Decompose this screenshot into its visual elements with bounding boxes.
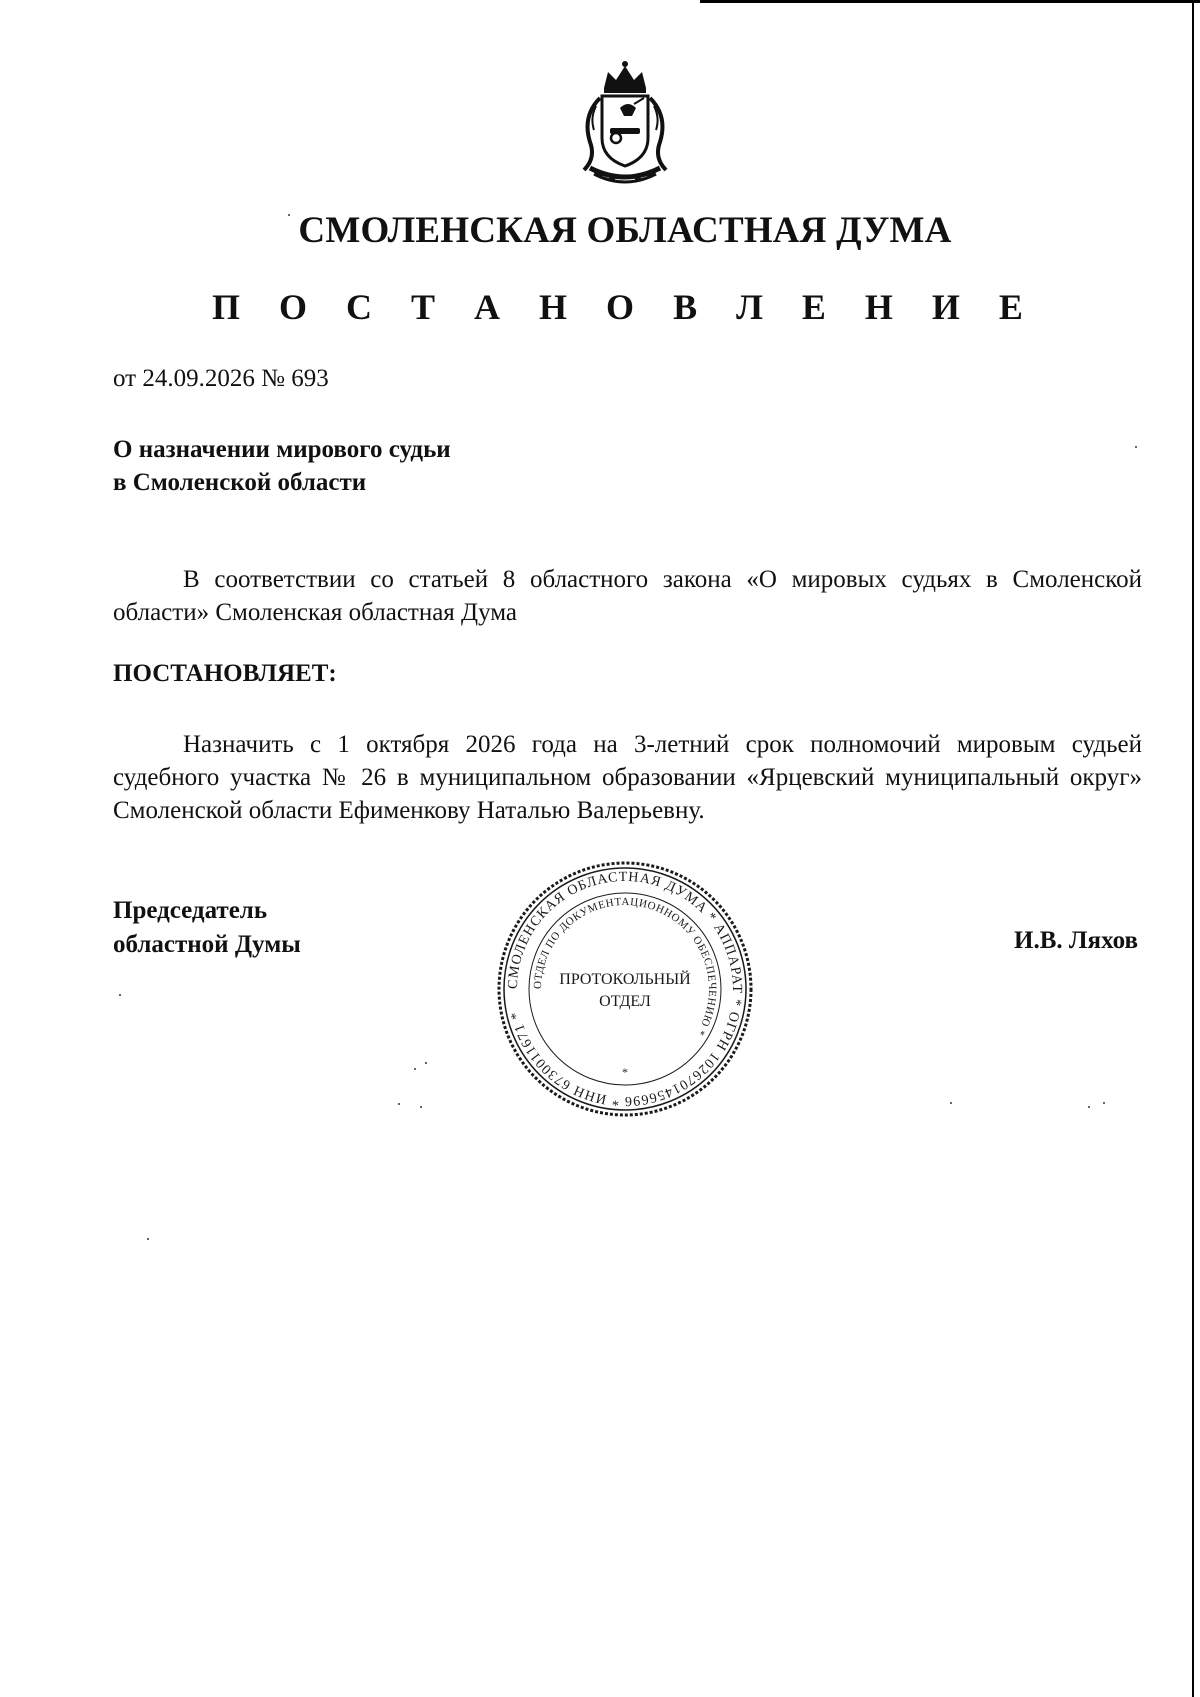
signatory-name: И.В. Ляхов (1014, 927, 1138, 954)
scan-edge-right (1192, 0, 1194, 1697)
decision-paragraph: Назначить с 1 октября 2026 года на 3-летний срок полномочий мировым судьей судебного участка № 26 в муниципальном образовании «Ярцевский муниципальный округ» Смоленской области Ефименкову Наталью Валерьевну. (113, 731, 1142, 824)
signatory-position-line-2: областной Думы (113, 931, 301, 958)
subject-line-1: О назначении мирового судьи (113, 436, 451, 463)
stamp-inner-ring-text: ОТДЕЛ ПО ДОКУМЕНТАЦИОННОМУ ОБЕСПЕЧЕНИЮ * (531, 895, 719, 1038)
scan-speck (1103, 1102, 1105, 1104)
document-type-heading: П О С Т А Н О В Л Е Н И Е (212, 287, 1038, 327)
scan-speck (420, 1106, 422, 1108)
signatory-position (113, 894, 301, 962)
scan-edge-top (700, 0, 1200, 3)
signatory-position-line-1: Председатель (113, 897, 268, 924)
preamble-paragraph: В соответствии со статьей 8 областного закона «О мировых судьях в Смоленской области» Смоленская областная Дума (113, 566, 1142, 626)
scan-speck (1088, 1106, 1090, 1108)
stamp-center-line-2: ОТДЕЛ (599, 993, 651, 1010)
scan-speck (1135, 446, 1137, 448)
coat-of-arms-emblem (560, 58, 690, 188)
scan-speck (414, 1068, 416, 1070)
subject-line-2: в Смоленской области (113, 469, 367, 496)
scan-speck (147, 1238, 149, 1240)
stamp-outer-ring-text: СМОЛЕНСКАЯ ОБЛАСТНАЯ ДУМА * АППАРАТ * ОГРН 1026701456696 * ИНН 6730011671 * (505, 869, 745, 1109)
scan-speck (288, 214, 290, 216)
scan-speck (398, 1103, 400, 1105)
official-stamp (494, 858, 756, 1120)
organization-title: СМОЛЕНСКАЯ ОБЛАСТНАЯ ДУМА (298, 210, 952, 251)
document-subject (113, 433, 451, 499)
document-date-number: от 24.09.2026 № 693 (113, 365, 329, 392)
stamp-center-line-1: ПРОТОКОЛЬНЫЙ (559, 971, 691, 988)
scan-speck (425, 1062, 427, 1064)
stamp-star-mark: * (622, 1065, 628, 1079)
scan-speck (950, 1102, 952, 1104)
resolves-heading: ПОСТАНОВЛЯЕТ: (113, 660, 337, 687)
scan-speck (119, 994, 121, 996)
